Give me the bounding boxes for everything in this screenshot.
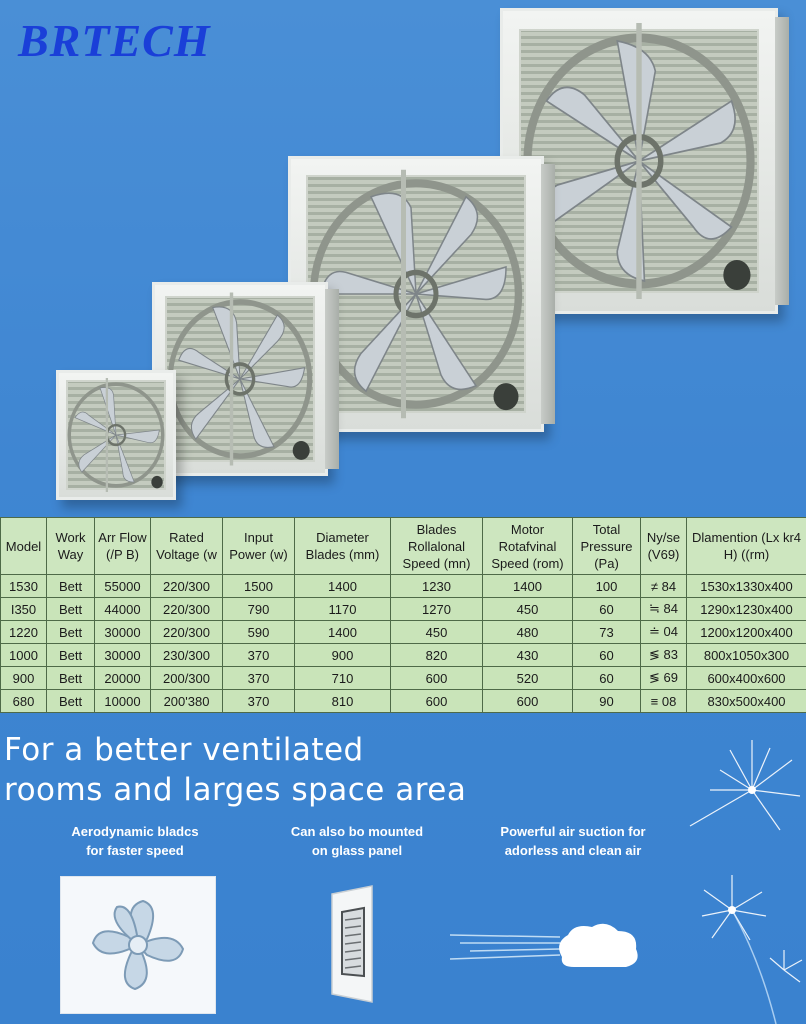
header-cell: Ny/se (V69) — [641, 518, 687, 575]
header-cell: Arr Flow (/P B) — [95, 518, 151, 575]
table-cell: 60 — [573, 667, 641, 690]
table-cell: 220/300 — [151, 621, 223, 644]
fan-image-small — [56, 370, 176, 500]
table-cell: Bett — [47, 644, 95, 667]
table-cell: 810 — [295, 690, 391, 713]
table-cell: ≶ 83 — [641, 644, 687, 667]
table-cell: 1220 — [1, 621, 47, 644]
table-cell: 20000 — [95, 667, 151, 690]
table-cell: 820 — [391, 644, 483, 667]
feature-text: on glass panel — [311, 843, 403, 858]
table-cell: 800x1050x300 — [687, 644, 806, 667]
table-cell: ≠ 84 — [641, 575, 687, 598]
table-cell: 590 — [223, 621, 295, 644]
table-cell: 230/300 — [151, 644, 223, 667]
table-cell: 450 — [391, 621, 483, 644]
header-cell: Rated Voltage (w — [151, 518, 223, 575]
spec-table — [0, 517, 806, 713]
table-cell: 680 — [1, 690, 47, 713]
table-cell: 370 — [223, 690, 295, 713]
feature-air-suction — [478, 822, 668, 860]
table-cell: 1290x1230x400 — [687, 598, 806, 621]
table-cell: 430 — [483, 644, 573, 667]
table-cell: 100 — [573, 575, 641, 598]
table-cell: 370 — [223, 644, 295, 667]
header-cell: Input Power (w) — [223, 518, 295, 575]
glass-panel-icon — [326, 884, 380, 1004]
table-cell: 520 — [483, 667, 573, 690]
headline-line-1: For a better ventilated — [4, 732, 364, 768]
table-cell: 600x400x600 — [687, 667, 806, 690]
header-cell: Blades Rollalonal Speed (mn) — [391, 518, 483, 575]
dandelion-decoration-icon — [680, 730, 806, 1024]
table-cell: 1000 — [1, 644, 47, 667]
feature-text: Powerful air suction for — [500, 824, 646, 839]
table-cell: Bett — [47, 575, 95, 598]
table-cell: 1400 — [483, 575, 573, 598]
table-row — [1, 690, 806, 713]
table-cell: 790 — [223, 598, 295, 621]
table-row — [1, 598, 806, 621]
table-cell: 1400 — [295, 575, 391, 598]
table-cell: 1170 — [295, 598, 391, 621]
table-cell: 710 — [295, 667, 391, 690]
table-cell: Bett — [47, 667, 95, 690]
feature-text: adorless and clean air — [504, 843, 642, 858]
table-cell: 220/300 — [151, 575, 223, 598]
table-cell: 600 — [391, 667, 483, 690]
table-cell: 1230 — [391, 575, 483, 598]
table-cell: 600 — [391, 690, 483, 713]
header-cell: Dlamention (Lx kr4 H) ((rm) — [687, 518, 806, 575]
header-cell: Work Way — [47, 518, 95, 575]
table-cell: 200'380 — [151, 690, 223, 713]
table-cell: 1400 — [295, 621, 391, 644]
table-cell: 30000 — [95, 644, 151, 667]
table-cell: 450 — [483, 598, 573, 621]
feature-text: Can also bo mounted — [290, 824, 424, 839]
table-cell: ≶ 69 — [641, 667, 687, 690]
table-cell: 480 — [483, 621, 573, 644]
table-cell: 200/300 — [151, 667, 223, 690]
table-cell: Bett — [47, 621, 95, 644]
table-cell: ≒ 84 — [641, 598, 687, 621]
table-cell: 60 — [573, 598, 641, 621]
table-row — [1, 621, 806, 644]
table-row — [1, 644, 806, 667]
table-header-row — [1, 518, 806, 575]
table-cell: 30000 — [95, 621, 151, 644]
fan-blade-icon — [60, 876, 216, 1014]
table-cell: 830x500x400 — [687, 690, 806, 713]
header-cell: Total Pressure (Pa) — [573, 518, 641, 575]
feature-glass-panel — [262, 822, 452, 860]
feature-text: for faster speed — [86, 843, 184, 858]
table-cell: 60 — [573, 644, 641, 667]
table-cell: ≐ 04 — [641, 621, 687, 644]
table-cell: 55000 — [95, 575, 151, 598]
table-cell: 600 — [483, 690, 573, 713]
table-cell: 1270 — [391, 598, 483, 621]
table-cell: 900 — [295, 644, 391, 667]
table-cell: Bett — [47, 598, 95, 621]
headline-line-2: rooms and larges space area — [4, 772, 467, 808]
feature-aerodynamic — [40, 822, 230, 860]
table-cell: 73 — [573, 621, 641, 644]
table-cell: 90 — [573, 690, 641, 713]
table-cell: 44000 — [95, 598, 151, 621]
table-cell: Bett — [47, 690, 95, 713]
table-cell: 370 — [223, 667, 295, 690]
headline — [4, 730, 466, 810]
table-cell: ≡ 08 — [641, 690, 687, 713]
header-cell: Motor Rotafvinal Speed (rom) — [483, 518, 573, 575]
header-cell: Model — [1, 518, 47, 575]
table-cell: 1530 — [1, 575, 47, 598]
feature-text: Aerodynamic bladcs — [71, 824, 199, 839]
header-cell: Diameter Blades (mm) — [295, 518, 391, 575]
table-row — [1, 667, 806, 690]
brand-logo: BRTECH — [18, 15, 211, 66]
table-cell: 1530x1330x400 — [687, 575, 806, 598]
table-row — [1, 575, 806, 598]
table-cell: 1200x1200x400 — [687, 621, 806, 644]
table-cell: 1500 — [223, 575, 295, 598]
table-cell: 10000 — [95, 690, 151, 713]
table-cell: I350 — [1, 598, 47, 621]
table-cell: 900 — [1, 667, 47, 690]
table-cell: 220/300 — [151, 598, 223, 621]
air-cloud-icon — [450, 905, 650, 985]
fan-image-medium — [152, 282, 328, 476]
